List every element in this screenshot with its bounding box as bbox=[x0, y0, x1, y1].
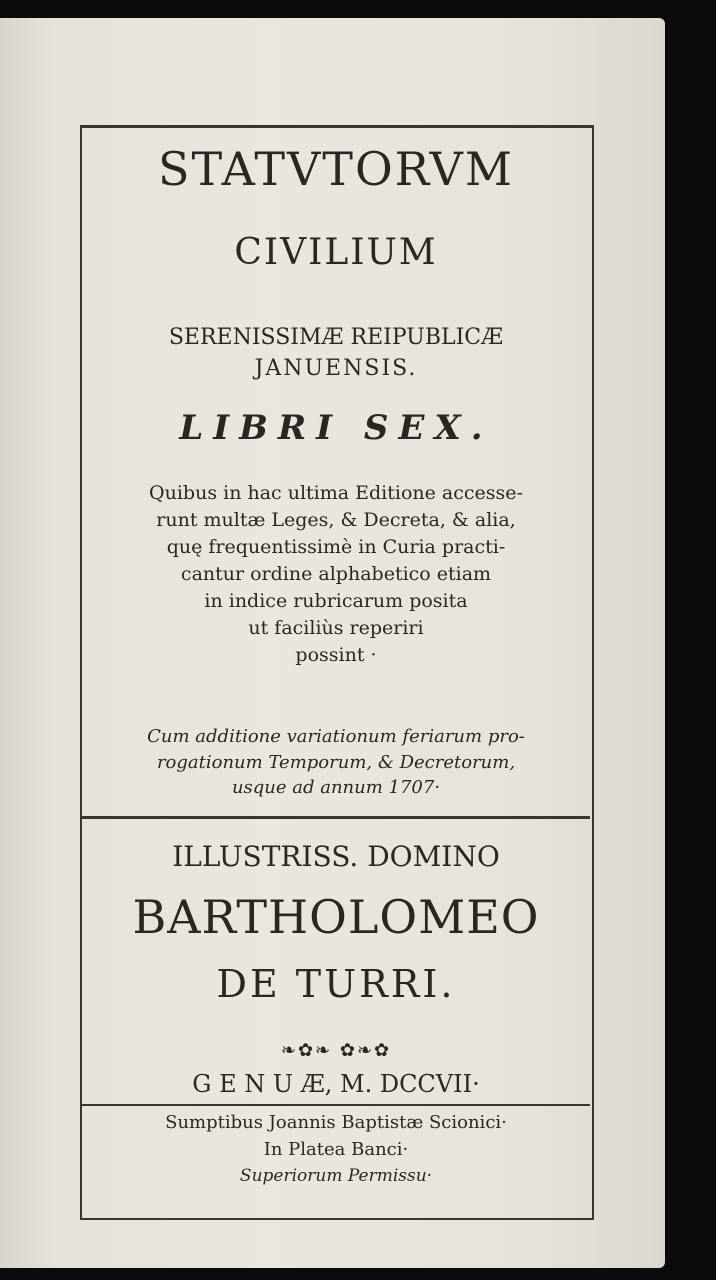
description-line: ut faciliùs reperiri bbox=[248, 617, 424, 639]
imprint-line: Sumptibus Joannis Baptistæ Scionici· bbox=[165, 1112, 507, 1133]
description-line: quę frequentissimè in Curia practi- bbox=[166, 536, 506, 558]
addition-line: rogationum Temporum, & Decretorum, bbox=[156, 752, 516, 773]
imprint-line: Superiorum Permissu· bbox=[239, 1166, 433, 1186]
libri-sex: LIBRI SEX. bbox=[179, 408, 493, 448]
description-line: Quibus in hac ultima Editione accesse- bbox=[149, 482, 523, 504]
description-line: in indice rubricarum posita bbox=[204, 590, 468, 612]
republic-line: SERENISSIMÆ REIPUBLICÆ bbox=[168, 325, 504, 350]
description-line: possint · bbox=[295, 644, 377, 666]
description-line: cantur ordine alphabetico etiam bbox=[180, 563, 492, 585]
description-line: runt multæ Leges, & Decreta, & alia, bbox=[156, 509, 516, 531]
januensis-line: JANUENSIS. bbox=[254, 356, 418, 381]
divider-rule bbox=[82, 816, 590, 819]
addition-line: Cum additione variationum feriarum pro- bbox=[147, 726, 525, 747]
printers-ornament-icon: ❧✿❧ ✿❧✿ bbox=[280, 1040, 392, 1061]
dedication-line: ILLUSTRISS. DOMINO bbox=[172, 840, 500, 873]
subtitle: CIVILIUM bbox=[234, 232, 438, 273]
place-date: G E N U Æ, M. DCCVII· bbox=[192, 1070, 480, 1098]
divider-rule bbox=[82, 1104, 590, 1106]
imprint-line: In Platea Banci· bbox=[263, 1139, 409, 1160]
addition-line: usque ad annum 1707· bbox=[231, 777, 441, 798]
dedicatee-name: BARTHOLOMEO bbox=[132, 890, 540, 944]
title: STATVTORVM bbox=[158, 142, 514, 196]
dedicatee-surname: DE TURRI. bbox=[216, 962, 456, 1006]
